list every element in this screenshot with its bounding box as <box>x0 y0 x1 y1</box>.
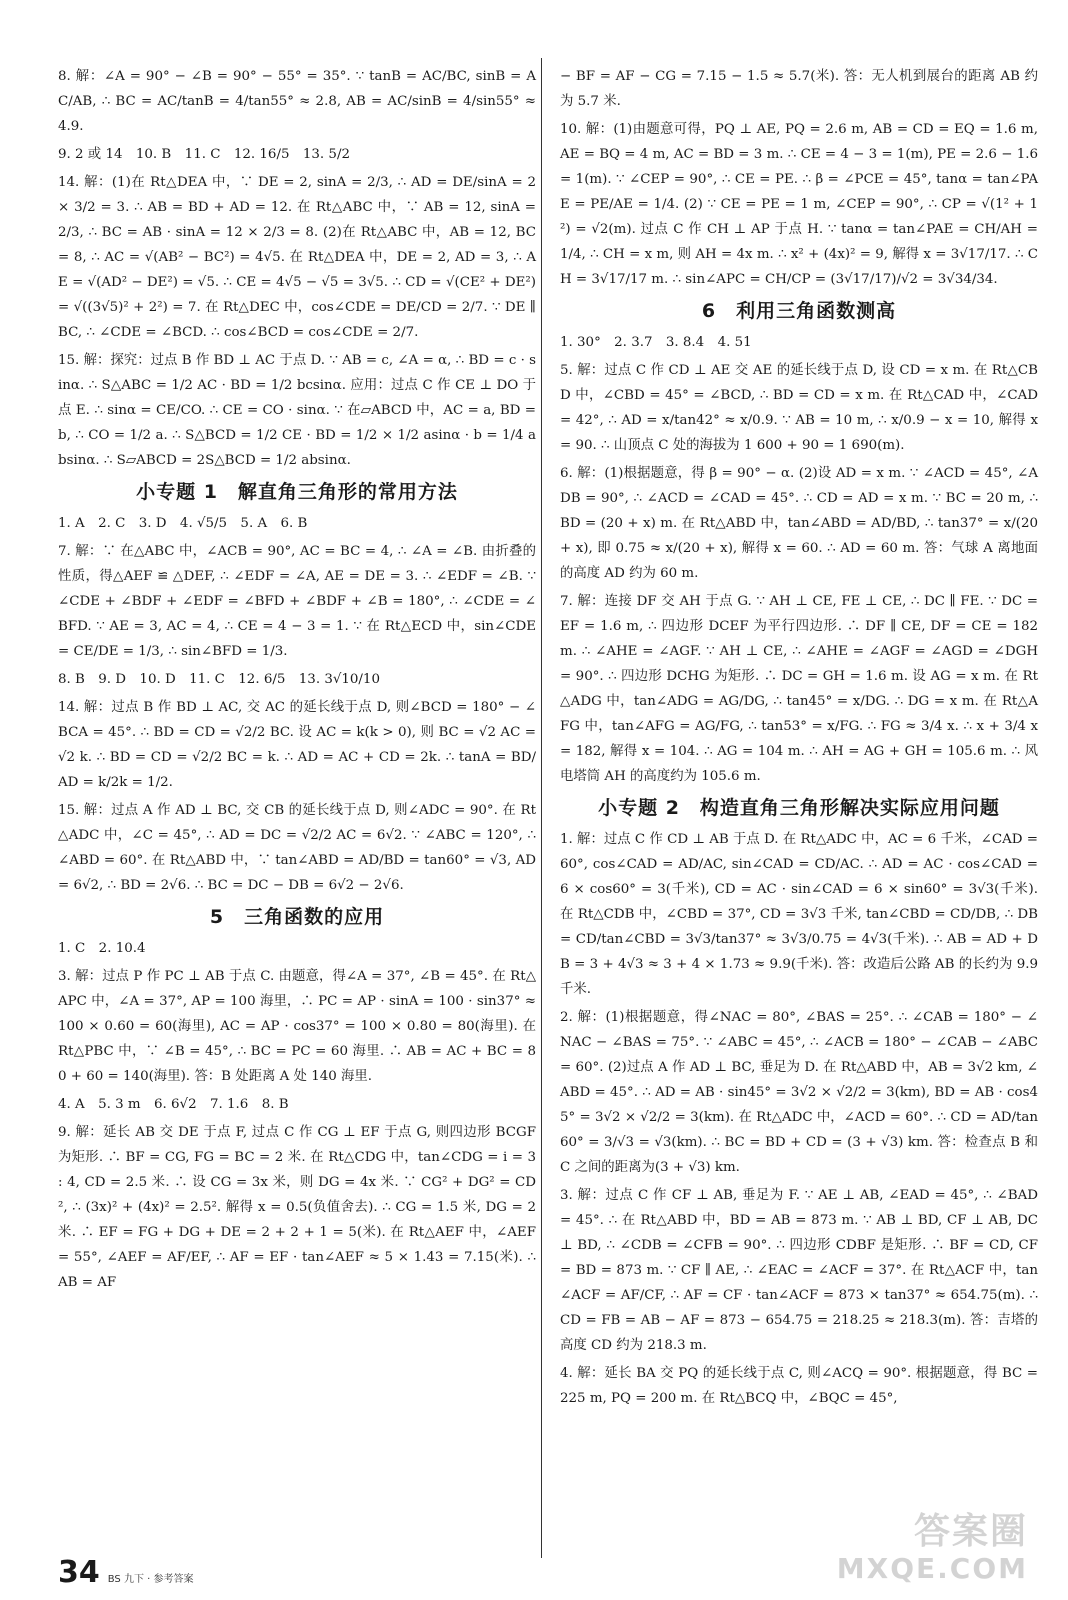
answer-entry: 1. 解：过点 C 作 CD ⊥ AB 于点 D. 在 Rt△ADC 中，AC = 6 千米，∠CAD = 60°, cos∠CAD = AD/AC, sin∠CAD = CD/AC. ∴ AD = AC · cos∠CAD = 6 × cos60° = 3(千米), CD = AC · sin∠CAD = 6 × sin60° = 3√3(千米). 在 Rt△CDB 中，∠CBD = 37°, CD = 3√3 千米, tan∠CBD = CD/DB, ∴ DB = CD/tan∠CBD = 3√3/tan37° ≈ 3√3/0.75 = 4√3(千米). ∴ AB = AD + DB = 3 + 4√3 ≈ 3 + 4 × 1.73 ≈ 9.9(千米). 答：改造后公路 AB 的长约为 9.9 千米. <box>560 832 1038 997</box>
answer-entry: 10. 解：(1)由题意可得，PQ ⊥ AE, PQ = 2.6 m, AB = CD = EQ = 1.6 m, AE = BQ = 4 m, AC = BD = 3 m. ∴ CE = 4 − 3 = 1(m), PE = 2.6 − 1.6 = 1(m). ∵ ∠CEP = 90°, ∴ CE = PE. ∴ β = ∠PCE = 45°, tanα = tan∠PAE = PE/AE = 1/4. (2) ∵ CE = PE = 1 m, ∠CEP = 90°, ∴ CP = √(1² + 1²) = √2(m). 过点 C 作 CH ⊥ AP 于点 H. ∵ tanα = tan∠PAE = CH/AH = 1/4, ∴ CH = x m, 则 AH = 4x m. ∴ x² + (4x)² = 9, 解得 x = 3√17/17. ∴ CH = 3√17/17 m. ∴ sin∠APC = CH/CP = (3√17/17)/√2 = 3√34/34. <box>560 122 1038 287</box>
answer-column-left <box>58 64 536 1298</box>
answer-entry: 4. A 5. 3 m 6. 6√2 7. 1.6 8. B <box>58 1097 289 1112</box>
answer-column-right <box>560 64 1038 1414</box>
section-heading: 5 三角函数的应用 <box>209 906 385 928</box>
answer-entry: 4. 解：延长 BA 交 PQ 的延长线于点 C, 则∠ACQ = 90°. 根据题意，得 BC = 225 m, PQ = 200 m. 在 Rt△BCQ 中，∠BQC = 45°, <box>560 1366 1038 1406</box>
section-heading: 小专题 1 解直角三角形的常用方法 <box>136 481 458 503</box>
answer-entry: 1. C 2. 10.4 <box>58 941 146 956</box>
answer-entry: 15. 解：探究：过点 B 作 BD ⊥ AC 于点 D. ∵ AB = c, ∠A = α, ∴ BD = c · sinα. ∴ S△ABC = 1/2 AC · BD = 1/2 bcsinα. 应用：过点 C 作 CE ⊥ DO 于点 E. ∴ sinα = CE/CO. ∴ CE = CO · sinα. ∵ 在▱ABCD 中，AC = a, BD = b, ∴ CO = 1/2 a. ∴ S△BCD = 1/2 CE · BD = 1/2 × 1/2 asinα · b = 1/4 absinα. ∴ S▱ABCD = 2S△BCD = 1/2 absinα. <box>58 353 536 468</box>
answer-entry: 7. 解：∵ 在△ABC 中，∠ACB = 90°, AC = BC = 4, ∴ ∠A = ∠B. 由折叠的性质，得△AEF ≌ △DEF, ∴ ∠EDF = ∠A, AE = DE = 3. ∴ ∠EDF = ∠B. ∵ ∠CDE + ∠BDF + ∠EDF = ∠BFD + ∠BDF + ∠B = 180°, ∴ ∠CDE = ∠BFD. ∵ AE = 3, AC = 4, ∴ CE = 4 − 3 = 1. ∵ 在 Rt△ECD 中，sin∠CDE = CE/DE = 1/3, ∴ sin∠BFD = 1/3. <box>58 544 536 659</box>
watermark-logo <box>808 1512 1028 1592</box>
answer-entry: 9. 2 或 14 10. B 11. C 12. 16/5 13. 5/2 <box>58 147 350 162</box>
answer-entry: 6. 解：(1)根据题意，得 β = 90° − α. (2)设 AD = x m. ∵ ∠ACD = 45°, ∠ADB = 90°, ∴ ∠ACD = ∠CAD = 45°. ∴ CD = AD = x m. ∵ BC = 20 m, ∴ BD = (20 + x) m. 在 Rt△ABD 中，tan∠ABD = AD/BD, ∴ tan37° = x/(20 + x), 即 0.75 ≈ x/(20 + x), 解得 x = 60. ∴ AD = 60 m. 答：气球 A 离地面的高度 AD 约为 60 m. <box>560 466 1038 581</box>
answer-entry: 3. 解：过点 C 作 CF ⊥ AB, 垂足为 F. ∵ AE ⊥ AB, ∠EAD = 45°, ∴ ∠BAD = 45°. ∴ 在 Rt△ABD 中，BD = AB = 873 m. ∵ AB ⊥ BD, CF ⊥ AB, DC ⊥ BD, ∴ ∠CDB = ∠CFB = 90°. ∴ 四边形 CDBF 是矩形. ∴ BF = CD, CF = BD = 873 m. ∵ CF ∥ AE, ∴ ∠EAC = ∠ACF = 37°. 在 Rt△ACF 中，tan∠ACF = AF/CF, ∴ AF = CF · tan∠ACF = 873 × tan37° ≈ 654.75(m). ∴ CD = FB = AB − AF = 873 − 654.75 = 218.25 ≈ 218.3(m). 答：吉塔的高度 CD 约为 218.3 m. <box>560 1188 1038 1353</box>
page-footer-label: BS 九下 · 参考答案 <box>107 1574 194 1585</box>
page-number: 34 <box>58 1555 100 1590</box>
answer-entry: 1. A 2. C 3. D 4. √5/5 5. A 6. B <box>58 516 308 531</box>
column-divider <box>541 58 542 1558</box>
answer-entry: 9. 解：延长 AB 交 DE 于点 F, 过点 C 作 CG ⊥ EF 于点 G, 则四边形 BCGF 为矩形. ∴ BF = CG, FG = BC = 2 米. 在 Rt△CDG 中，tan∠CDG = i = 3 : 4, CD = 2.5 米. ∴ 设 CG = 3x 米，则 DG = 4x 米. ∵ CG² + DG² = CD², ∴ (3x)² + (4x)² = 2.5². 解得 x = 0.5(负值舍去). ∴ CG = 1.5 米, DG = 2 米. ∴ EF = FG + DG + DE = 2 + 2 + 1 = 5(米). 在 Rt△AEF 中，∠AEF = 55°, ∠AEF = AF/EF, ∴ AF = EF · tan∠AEF ≈ 5 × 1.43 = 7.15(米). ∴ AB = AF <box>58 1125 536 1290</box>
section-heading: 小专题 2 构造直角三角形解决实际应用问题 <box>598 797 1000 819</box>
answer-entry: 8. B 9. D 10. D 11. C 12. 6/5 13. 3√10/10 <box>58 672 380 687</box>
answer-entry: 1. 30° 2. 3.7 3. 8.4 4. 51 <box>560 335 752 350</box>
answer-entry: 8. 解：∠A = 90° − ∠B = 90° − 55° = 35°. ∵ tanB = AC/BC, sinB = AC/AB, ∴ BC = AC/tanB = 4/tan55° ≈ 2.8, AB = AC/sinB = 4/sin55° ≈ 4.9. <box>58 69 536 134</box>
answer-entry: 14. 解：过点 B 作 BD ⊥ AC, 交 AC 的延长线于点 D, 则∠BCD = 180° − ∠BCA = 45°. ∴ BD = CD = √2/2 BC. 设 AC = k(k > 0), 则 BC = √2 AC = √2 k. ∴ BD = CD = √2/2 BC = k. ∴ AD = AC + CD = 2k. ∴ tanA = BD/AD = k/2k = 1/2. <box>58 700 536 790</box>
watermark-top-text: 答案圈 <box>913 1511 1028 1552</box>
answer-entry: − BF = AF − CG = 7.15 − 1.5 ≈ 5.7(米). 答：无人机到展台的距离 AB 约为 5.7 米. <box>560 69 1038 109</box>
answer-entry: 7. 解：连接 DF 交 AH 于点 G. ∵ AH ⊥ CE, FE ⊥ CE, ∴ DC ∥ FE. ∵ DC = EF = 1.6 m, ∴ 四边形 DCEF 为平行四边形. ∴ DF ∥ CE, DF = CE = 182 m. ∴ ∠AHE = ∠AGF. ∵ AH ⊥ CE, ∴ ∠AHE = ∠AGF = ∠AGD = ∠DGH = 90°. ∴ 四边形 DCHG 为矩形. ∴ DC = GH = 1.6 m. 设 AG = x m. 在 Rt△ADG 中，tan∠ADG = AG/DG, ∴ tan45° = x/DG. ∴ DG = x m. 在 Rt△AFG 中，tan∠AFG = AG/FG, ∴ tan53° = x/FG. ∴ FG ≈ 3/4 x. ∴ x + 3/4 x = 182, 解得 x = 104. ∴ AG = 104 m. ∴ AH = AG + GH = 105.6 m. ∴ 风电塔筒 AH 的高度约为 105.6 m. <box>560 594 1038 784</box>
answer-entry: 5. 解：过点 C 作 CD ⊥ AE 交 AE 的延长线于点 D, 设 CD = x m. 在 Rt△CBD 中，∠CBD = 45° = ∠BCD, ∴ BD = CD = x m. 在 Rt△CAD 中，∠CAD = 42°, ∴ AD = x/tan42° ≈ x/0.9. ∵ AB = 10 m, ∴ x/0.9 − x = 10, 解得 x = 90. ∴ 山顶点 C 处的海拔为 1 600 + 90 = 1 690(m). <box>560 363 1038 453</box>
answer-entry: 15. 解：过点 A 作 AD ⊥ BC, 交 CB 的延长线于点 D, 则∠ADC = 90°. 在 Rt△ADC 中，∠C = 45°, ∴ AD = DC = √2/2 AC = 6√2. ∵ ∠ABC = 120°, ∴ ∠ABD = 60°. 在 Rt△ABD 中，∵ tan∠ABD = AD/BD = tan60° = √3, AD = 6√2, ∴ BD = 2√6. ∴ BC = DC − DB = 6√2 − 2√6. <box>58 803 536 893</box>
watermark-bottom-text: MXQE.COM <box>836 1552 1028 1585</box>
section-heading: 6 利用三角函数测高 <box>701 300 897 322</box>
answer-entry: 2. 解：(1)根据题意，得∠NAC = 80°, ∠BAS = 25°. ∴ ∠CAB = 180° − ∠NAC − ∠BAS = 75°. ∵ ∠ABC = 45°, ∴ ∠ACB = 180° − ∠CAB − ∠ABC = 60°. (2)过点 A 作 AD ⊥ BC, 垂足为 D. 在 Rt△ABD 中，AB = 3√2 km, ∠ABD = 45°. ∴ AD = AB · sin45° = 3√2 × √2/2 = 3(km), BD = AB · cos45° = 3√2 × √2/2 = 3(km). 在 Rt△ADC 中，∠ACD = 60°. ∴ CD = AD/tan60° = 3/√3 = √3(km). ∴ BC = BD + CD = (3 + √3) km. 答：检查点 B 和 C 之间的距离为(3 + √3) km. <box>560 1010 1038 1175</box>
page-footer <box>58 1548 194 1588</box>
answer-entry: 3. 解：过点 P 作 PC ⊥ AB 于点 C. 由题意，得∠A = 37°, ∠B = 45°. 在 Rt△APC 中，∠A = 37°, AP = 100 海里，∴ PC = AP · sinA = 100 · sin37° ≈ 100 × 0.60 = 60(海里), AC = AP · cos37° = 100 × 0.80 = 80(海里). 在 Rt△PBC 中，∵ ∠B = 45°, ∴ BC = PC = 60 海里. ∴ AB = AC + BC = 80 + 60 = 140(海里). 答：B 处距离 A 处 140 海里. <box>58 969 536 1084</box>
answer-entry: 14. 解：(1)在 Rt△DEA 中，∵ DE = 2, sinA = 2/3, ∴ AD = DE/sinA = 2 × 3/2 = 3. ∴ AB = BD + AD = 12. 在 Rt△ABC 中，∵ AB = 12, sinA = 2/3, ∴ BC = AB · sinA = 12 × 2/3 = 8. (2)在 Rt△ABC 中，AB = 12, BC = 8, ∴ AC = √(AB² − BC²) = 4√5. 在 Rt△DEA 中，DE = 2, AD = 3, ∴ AE = √(AD² − DE²) = √5. ∴ CE = 4√5 − √5 = 3√5. ∴ CD = √(CE² + DE²) = √((3√5)² + 2²) = 7. 在 Rt△DEC 中，cos∠CDE = DE/CD = 2/7. ∵ DE ∥ BC, ∴ ∠CDE = ∠BCD. ∴ cos∠BCD = cos∠CDE = 2/7. <box>58 175 536 340</box>
